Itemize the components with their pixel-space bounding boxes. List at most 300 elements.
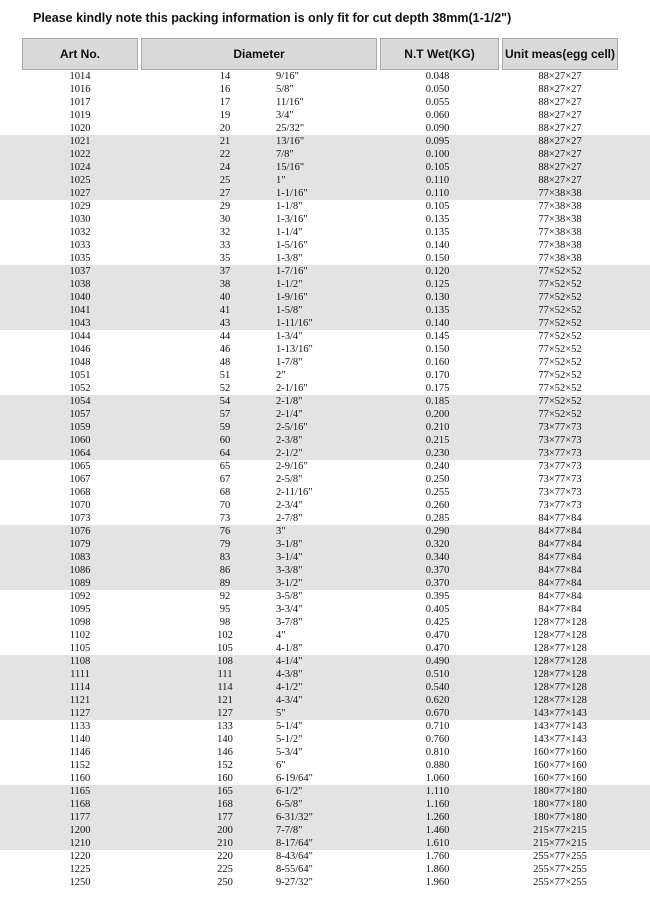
unit-meas-cell: 143×77×143 — [533, 708, 587, 719]
table-row — [0, 239, 650, 252]
weight-cell: 0.050 — [425, 84, 450, 95]
diameter-inch-cell: 1-3/4" — [276, 331, 303, 342]
art-no-cell: 1032 — [69, 227, 91, 238]
art-no-cell: 1108 — [69, 656, 91, 667]
table-row — [0, 187, 650, 200]
art-no-cell: 1127 — [69, 708, 91, 719]
art-no-cell: 1225 — [69, 864, 91, 875]
art-no-cell: 1070 — [69, 500, 91, 511]
unit-meas-cell: 88×27×27 — [538, 71, 582, 82]
table-row — [0, 395, 650, 408]
diameter-inch-cell: 6" — [276, 760, 286, 771]
table-row — [0, 850, 650, 863]
art-no-cell: 1098 — [69, 617, 91, 628]
diameter-inch-cell: 1-11/16" — [276, 318, 313, 329]
weight-cell: 0.370 — [425, 578, 450, 589]
table-row — [0, 460, 650, 473]
diameter-mm-cell: 160 — [217, 773, 233, 784]
art-no-cell: 1021 — [69, 136, 91, 147]
table-row — [0, 291, 650, 304]
diameter-inch-cell: 1-9/16" — [276, 292, 308, 303]
table-row — [0, 473, 650, 486]
unit-meas-cell: 84×77×84 — [538, 604, 582, 615]
unit-meas-cell: 88×27×27 — [538, 123, 582, 134]
unit-meas-cell: 128×77×128 — [533, 656, 587, 667]
diameter-mm-cell: 146 — [217, 747, 233, 758]
art-no-cell: 1068 — [69, 487, 91, 498]
table-row — [0, 83, 650, 96]
art-no-cell: 1052 — [69, 383, 91, 394]
table-row — [0, 304, 650, 317]
table-row — [0, 226, 650, 239]
art-no-cell: 1121 — [69, 695, 91, 706]
weight-cell: 0.240 — [425, 461, 450, 472]
weight-cell: 0.340 — [425, 552, 450, 563]
weight-cell: 1.960 — [425, 877, 450, 888]
table-row — [0, 109, 650, 122]
table-row — [0, 408, 650, 421]
unit-meas-cell: 88×27×27 — [538, 149, 582, 160]
weight-cell: 0.150 — [425, 344, 450, 355]
table-row — [0, 486, 650, 499]
diameter-inch-cell: 6-31/32" — [276, 812, 313, 823]
unit-meas-cell: 77×52×52 — [538, 305, 582, 316]
art-no-cell: 1020 — [69, 123, 91, 134]
diameter-inch-cell: 4-3/4" — [276, 695, 303, 706]
diameter-inch-cell: 1-1/16" — [276, 188, 308, 199]
diameter-inch-cell: 8-43/64" — [276, 851, 313, 862]
weight-cell: 1.060 — [425, 773, 450, 784]
diameter-mm-cell: 32 — [219, 227, 231, 238]
table-row — [0, 603, 650, 616]
unit-meas-cell: 77×52×52 — [538, 409, 582, 420]
header-weight: N.T Wet(KG) — [380, 38, 499, 70]
art-no-cell: 1022 — [69, 149, 91, 160]
diameter-inch-cell: 3" — [276, 526, 286, 537]
header-art-no: Art No. — [22, 38, 138, 70]
diameter-inch-cell: 2-5/8" — [276, 474, 303, 485]
art-no-cell: 1102 — [69, 630, 91, 641]
diameter-inch-cell: 3-1/8" — [276, 539, 303, 550]
weight-cell: 1.110 — [425, 786, 450, 797]
diameter-mm-cell: 220 — [217, 851, 233, 862]
diameter-inch-cell: 3-3/8" — [276, 565, 303, 576]
table-row — [0, 161, 650, 174]
diameter-mm-cell: 168 — [217, 799, 233, 810]
diameter-inch-cell: 2-7/8" — [276, 513, 303, 524]
diameter-mm-cell: 89 — [219, 578, 231, 589]
diameter-inch-cell: 6-5/8" — [276, 799, 303, 810]
diameter-mm-cell: 37 — [219, 266, 231, 277]
unit-meas-cell: 128×77×128 — [533, 630, 587, 641]
art-no-cell: 1220 — [69, 851, 91, 862]
weight-cell: 0.670 — [425, 708, 450, 719]
weight-cell: 0.140 — [425, 240, 450, 251]
unit-meas-cell: 84×77×84 — [538, 539, 582, 550]
weight-cell: 0.185 — [425, 396, 450, 407]
diameter-inch-cell: 7/8" — [276, 149, 294, 160]
table-row — [0, 122, 650, 135]
diameter-mm-cell: 57 — [219, 409, 231, 420]
unit-meas-cell: 128×77×128 — [533, 643, 587, 654]
weight-cell: 0.425 — [425, 617, 450, 628]
table-row — [0, 148, 650, 161]
unit-meas-cell: 160×77×160 — [533, 760, 587, 771]
diameter-inch-cell: 2-1/16" — [276, 383, 308, 394]
weight-cell: 1.160 — [425, 799, 450, 810]
weight-cell: 0.395 — [425, 591, 450, 602]
diameter-inch-cell: 5" — [276, 708, 286, 719]
diameter-mm-cell: 46 — [219, 344, 231, 355]
table-row — [0, 772, 650, 785]
unit-meas-cell: 88×27×27 — [538, 136, 582, 147]
diameter-inch-cell: 1-3/8" — [276, 253, 303, 264]
unit-meas-cell: 77×52×52 — [538, 383, 582, 394]
art-no-cell: 1140 — [69, 734, 91, 745]
weight-cell: 0.290 — [425, 526, 450, 537]
table-row — [0, 746, 650, 759]
table-row — [0, 538, 650, 551]
art-no-cell: 1064 — [69, 448, 91, 459]
table-row — [0, 720, 650, 733]
weight-cell: 0.370 — [425, 565, 450, 576]
weight-cell: 0.510 — [425, 669, 450, 680]
diameter-inch-cell: 13/16" — [276, 136, 305, 147]
diameter-inch-cell: 4-3/8" — [276, 669, 303, 680]
table-row — [0, 434, 650, 447]
diameter-mm-cell: 25 — [219, 175, 231, 186]
diameter-mm-cell: 20 — [219, 123, 231, 134]
unit-meas-cell: 128×77×128 — [533, 669, 587, 680]
diameter-mm-cell: 22 — [219, 149, 231, 160]
diameter-inch-cell: 4-1/8" — [276, 643, 303, 654]
art-no-cell: 1092 — [69, 591, 91, 602]
unit-meas-cell: 73×77×73 — [538, 474, 582, 485]
weight-cell: 0.130 — [425, 292, 450, 303]
table-row — [0, 785, 650, 798]
diameter-mm-cell: 35 — [219, 253, 231, 264]
weight-cell: 0.048 — [425, 71, 450, 82]
art-no-cell: 1043 — [69, 318, 91, 329]
art-no-cell: 1051 — [69, 370, 91, 381]
weight-cell: 0.105 — [425, 162, 450, 173]
table-row — [0, 824, 650, 837]
weight-cell: 0.175 — [425, 383, 450, 394]
unit-meas-cell: 180×77×180 — [533, 786, 587, 797]
unit-meas-cell: 77×38×38 — [538, 214, 582, 225]
unit-meas-cell: 84×77×84 — [538, 578, 582, 589]
art-no-cell: 1059 — [69, 422, 91, 433]
art-no-cell: 1067 — [69, 474, 91, 485]
art-no-cell: 1017 — [69, 97, 91, 108]
unit-meas-cell: 73×77×73 — [538, 435, 582, 446]
diameter-inch-cell: 1-7/16" — [276, 266, 308, 277]
art-no-cell: 1019 — [69, 110, 91, 121]
art-no-cell: 1040 — [69, 292, 91, 303]
table-row — [0, 278, 650, 291]
diameter-mm-cell: 67 — [219, 474, 231, 485]
diameter-mm-cell: 40 — [219, 292, 231, 303]
unit-meas-cell: 73×77×73 — [538, 461, 582, 472]
weight-cell: 0.210 — [425, 422, 450, 433]
diameter-inch-cell: 8-17/64" — [276, 838, 313, 849]
diameter-mm-cell: 250 — [217, 877, 233, 888]
diameter-inch-cell: 1-1/8" — [276, 201, 303, 212]
unit-meas-cell: 143×77×143 — [533, 721, 587, 732]
weight-cell: 0.215 — [425, 435, 450, 446]
unit-meas-cell: 77×52×52 — [538, 370, 582, 381]
art-no-cell: 1054 — [69, 396, 91, 407]
unit-meas-cell: 84×77×84 — [538, 552, 582, 563]
unit-meas-cell: 77×52×52 — [538, 318, 582, 329]
weight-cell: 0.620 — [425, 695, 450, 706]
weight-cell: 0.710 — [425, 721, 450, 732]
art-no-cell: 1095 — [69, 604, 91, 615]
diameter-inch-cell: 3-1/2" — [276, 578, 303, 589]
diameter-mm-cell: 41 — [219, 305, 231, 316]
unit-meas-cell: 77×52×52 — [538, 344, 582, 355]
art-no-cell: 1041 — [69, 305, 91, 316]
diameter-mm-cell: 51 — [219, 370, 231, 381]
weight-cell: 1.460 — [425, 825, 450, 836]
page-title: Please kindly note this packing information is only fit for cut depth 38mm(1-1/2") — [33, 11, 512, 25]
unit-meas-cell: 160×77×160 — [533, 747, 587, 758]
table-row — [0, 733, 650, 746]
table-row — [0, 876, 650, 889]
unit-meas-cell: 88×27×27 — [538, 97, 582, 108]
diameter-inch-cell: 11/16" — [276, 97, 304, 108]
diameter-inch-cell: 1-5/8" — [276, 305, 303, 316]
table-row — [0, 629, 650, 642]
art-no-cell: 1165 — [69, 786, 91, 797]
art-no-cell: 1073 — [69, 513, 91, 524]
diameter-mm-cell: 33 — [219, 240, 231, 251]
art-no-cell: 1029 — [69, 201, 91, 212]
art-no-cell: 1030 — [69, 214, 91, 225]
header-diameter: Diameter — [141, 38, 377, 70]
diameter-inch-cell: 9-27/32" — [276, 877, 313, 888]
table-row — [0, 694, 650, 707]
art-no-cell: 1038 — [69, 279, 91, 290]
unit-meas-cell: 73×77×73 — [538, 500, 582, 511]
table-row — [0, 512, 650, 525]
weight-cell: 0.140 — [425, 318, 450, 329]
diameter-mm-cell: 210 — [217, 838, 233, 849]
diameter-mm-cell: 54 — [219, 396, 231, 407]
weight-cell: 0.105 — [425, 201, 450, 212]
art-no-cell: 1014 — [69, 71, 91, 82]
unit-meas-cell: 255×77×255 — [533, 851, 587, 862]
unit-meas-cell: 77×52×52 — [538, 357, 582, 368]
table-row — [0, 837, 650, 850]
art-no-cell: 1035 — [69, 253, 91, 264]
art-no-cell: 1177 — [69, 812, 91, 823]
table-row — [0, 811, 650, 824]
art-no-cell: 1146 — [69, 747, 91, 758]
diameter-inch-cell: 1" — [276, 175, 286, 186]
diameter-inch-cell: 2-9/16" — [276, 461, 308, 472]
weight-cell: 0.135 — [425, 214, 450, 225]
unit-meas-cell: 84×77×84 — [538, 565, 582, 576]
weight-cell: 0.540 — [425, 682, 450, 693]
unit-meas-cell: 84×77×84 — [538, 526, 582, 537]
weight-cell: 0.110 — [425, 188, 450, 199]
weight-cell: 1.610 — [425, 838, 450, 849]
weight-cell: 0.135 — [425, 305, 450, 316]
art-no-cell: 1168 — [69, 799, 91, 810]
diameter-inch-cell: 2-3/8" — [276, 435, 303, 446]
art-no-cell: 1016 — [69, 84, 91, 95]
art-no-cell: 1250 — [69, 877, 91, 888]
art-no-cell: 1083 — [69, 552, 91, 563]
weight-cell: 0.160 — [425, 357, 450, 368]
diameter-mm-cell: 105 — [217, 643, 233, 654]
diameter-mm-cell: 60 — [219, 435, 231, 446]
diameter-inch-cell: 5/8" — [276, 84, 294, 95]
diameter-inch-cell: 2-1/2" — [276, 448, 303, 459]
diameter-mm-cell: 21 — [219, 136, 231, 147]
diameter-mm-cell: 76 — [219, 526, 231, 537]
diameter-mm-cell: 30 — [219, 214, 231, 225]
diameter-inch-cell: 15/16" — [276, 162, 305, 173]
table-row — [0, 590, 650, 603]
diameter-inch-cell: 2-5/16" — [276, 422, 308, 433]
weight-cell: 0.490 — [425, 656, 450, 667]
unit-meas-cell: 77×52×52 — [538, 266, 582, 277]
diameter-inch-cell: 25/32" — [276, 123, 305, 134]
art-no-cell: 1111 — [70, 669, 90, 680]
weight-cell: 0.150 — [425, 253, 450, 264]
weight-cell: 0.200 — [425, 409, 450, 420]
art-no-cell: 1152 — [69, 760, 91, 771]
diameter-inch-cell: 3-1/4" — [276, 552, 303, 563]
weight-cell: 0.060 — [425, 110, 450, 121]
weight-cell: 1.860 — [425, 864, 450, 875]
unit-meas-cell: 128×77×128 — [533, 617, 587, 628]
diameter-mm-cell: 92 — [219, 591, 231, 602]
diameter-mm-cell: 27 — [219, 188, 231, 199]
diameter-inch-cell: 1-3/16" — [276, 214, 308, 225]
diameter-mm-cell: 73 — [219, 513, 231, 524]
diameter-mm-cell: 200 — [217, 825, 233, 836]
diameter-inch-cell: 1-7/8" — [276, 357, 303, 368]
unit-meas-cell: 77×52×52 — [538, 279, 582, 290]
unit-meas-cell: 88×27×27 — [538, 175, 582, 186]
table-row — [0, 577, 650, 590]
diameter-inch-cell: 4-1/2" — [276, 682, 303, 693]
table-row — [0, 668, 650, 681]
diameter-mm-cell: 44 — [219, 331, 231, 342]
unit-meas-cell: 73×77×73 — [538, 448, 582, 459]
packing-table-body — [0, 70, 650, 889]
art-no-cell: 1114 — [69, 682, 91, 693]
weight-cell: 0.135 — [425, 227, 450, 238]
weight-cell: 0.470 — [425, 643, 450, 654]
diameter-mm-cell: 29 — [219, 201, 231, 212]
diameter-mm-cell: 24 — [219, 162, 231, 173]
art-no-cell: 1044 — [69, 331, 91, 342]
art-no-cell: 1079 — [69, 539, 91, 550]
table-row — [0, 369, 650, 382]
art-no-cell: 1133 — [69, 721, 91, 732]
unit-meas-cell: 73×77×73 — [538, 487, 582, 498]
art-no-cell: 1048 — [69, 357, 91, 368]
unit-meas-cell: 88×27×27 — [538, 84, 582, 95]
unit-meas-cell: 73×77×73 — [538, 422, 582, 433]
art-no-cell: 1200 — [69, 825, 91, 836]
diameter-mm-cell: 48 — [219, 357, 231, 368]
diameter-mm-cell: 59 — [219, 422, 231, 433]
unit-meas-cell: 143×77×143 — [533, 734, 587, 745]
diameter-inch-cell: 2-11/16" — [276, 487, 313, 498]
weight-cell: 0.095 — [425, 136, 450, 147]
diameter-inch-cell: 1-13/16" — [276, 344, 313, 355]
diameter-mm-cell: 98 — [219, 617, 231, 628]
unit-meas-cell: 77×38×38 — [538, 188, 582, 199]
table-row — [0, 616, 650, 629]
diameter-mm-cell: 38 — [219, 279, 231, 290]
unit-meas-cell: 180×77×180 — [533, 812, 587, 823]
unit-meas-cell: 77×52×52 — [538, 292, 582, 303]
diameter-inch-cell: 7-7/8" — [276, 825, 303, 836]
art-no-cell: 1105 — [69, 643, 91, 654]
diameter-mm-cell: 121 — [217, 695, 233, 706]
weight-cell: 0.090 — [425, 123, 450, 134]
diameter-inch-cell: 1-1/4" — [276, 227, 303, 238]
diameter-inch-cell: 2" — [276, 370, 286, 381]
art-no-cell: 1027 — [69, 188, 91, 199]
art-no-cell: 1024 — [69, 162, 91, 173]
art-no-cell: 1076 — [69, 526, 91, 537]
table-row — [0, 356, 650, 369]
unit-meas-cell: 215×77×215 — [533, 825, 587, 836]
weight-cell: 0.405 — [425, 604, 450, 615]
diameter-mm-cell: 165 — [217, 786, 233, 797]
diameter-mm-cell: 70 — [219, 500, 231, 511]
table-row — [0, 265, 650, 278]
weight-cell: 0.145 — [425, 331, 450, 342]
diameter-mm-cell: 133 — [217, 721, 233, 732]
diameter-mm-cell: 65 — [219, 461, 231, 472]
table-row — [0, 96, 650, 109]
table-row — [0, 252, 650, 265]
art-no-cell: 1160 — [69, 773, 91, 784]
table-row — [0, 499, 650, 512]
art-no-cell: 1086 — [69, 565, 91, 576]
diameter-inch-cell: 3/4" — [276, 110, 294, 121]
diameter-mm-cell: 95 — [219, 604, 231, 615]
diameter-inch-cell: 5-1/4" — [276, 721, 303, 732]
weight-cell: 0.320 — [425, 539, 450, 550]
diameter-mm-cell: 127 — [217, 708, 233, 719]
diameter-inch-cell: 2-3/4" — [276, 500, 303, 511]
table-row — [0, 759, 650, 772]
table-row — [0, 174, 650, 187]
diameter-mm-cell: 86 — [219, 565, 231, 576]
unit-meas-cell: 77×38×38 — [538, 201, 582, 212]
weight-cell: 0.285 — [425, 513, 450, 524]
table-row — [0, 681, 650, 694]
art-no-cell: 1046 — [69, 344, 91, 355]
unit-meas-cell: 88×27×27 — [538, 110, 582, 121]
table-row — [0, 863, 650, 876]
weight-cell: 1.760 — [425, 851, 450, 862]
weight-cell: 0.810 — [425, 747, 450, 758]
unit-meas-cell: 77×52×52 — [538, 396, 582, 407]
art-no-cell: 1057 — [69, 409, 91, 420]
table-row — [0, 213, 650, 226]
diameter-inch-cell: 9/16" — [276, 71, 299, 82]
